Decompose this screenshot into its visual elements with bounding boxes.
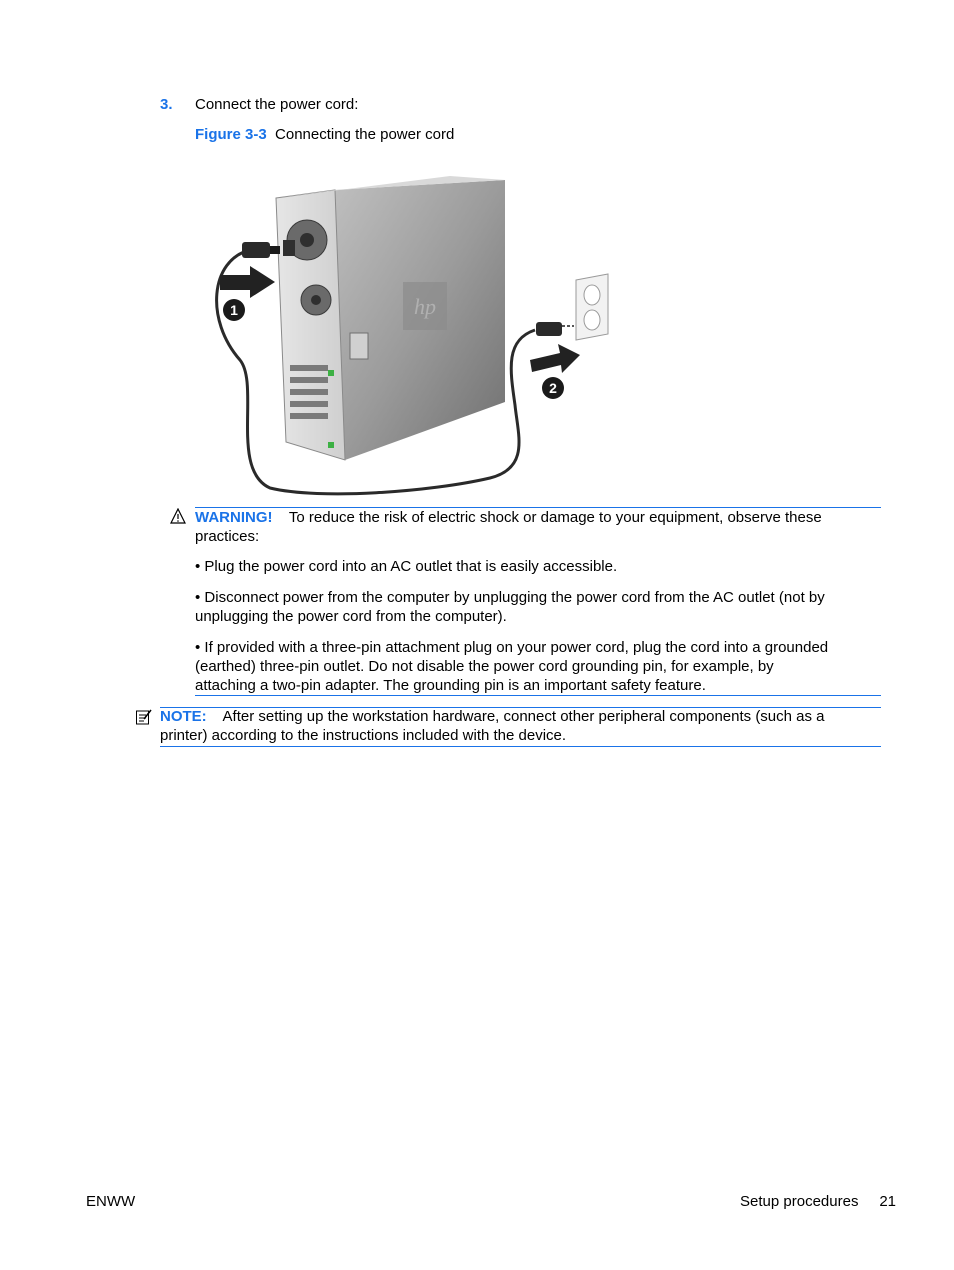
- note-bottom-rule: [160, 746, 881, 747]
- warning-intro: WARNING! To reduce the risk of electric shock or damage to your equipment, observe these practices:: [195, 509, 822, 545]
- footer-right: [740, 1193, 896, 1210]
- note-icon: [135, 708, 153, 730]
- figure-label: Figure 3-3: [195, 126, 267, 143]
- callout-1-number: 1: [230, 302, 238, 318]
- warning-bullet-1: • Plug the power cord into an AC outlet that is easily accessible.: [195, 558, 618, 575]
- step-text: Connect the power cord:: [195, 96, 359, 113]
- outlet-plug: [536, 322, 562, 336]
- callout-2-number: 2: [549, 380, 557, 396]
- hp-logo: hp: [414, 294, 436, 319]
- step-number: 3.: [160, 96, 173, 113]
- note-text: NOTE: After setting up the workstation hardware, connect other peripheral components (such as a printer) according to the instructions included with the device.: [160, 708, 825, 744]
- warning-icon: [170, 508, 186, 528]
- arrow-1-icon: [220, 266, 275, 298]
- workstation-tower: [276, 176, 505, 460]
- warning-bottom-rule: [195, 695, 881, 696]
- page-number: 21: [879, 1193, 896, 1210]
- footer-left: ENWW: [86, 1193, 136, 1210]
- warning-bullet-3: • If provided with a three-pin attachment plug on your power cord, plug the cord into a grounded (earthed) three-pin outlet. Do not disable the power cord grounding pin, for example, by attaching a two-pin adapter. The grounding pin is an important safety feature.: [195, 639, 829, 694]
- computer-plug: [242, 242, 270, 258]
- footer-section: Setup procedures: [740, 1193, 859, 1210]
- arrow-2-icon: [530, 344, 580, 373]
- warning-bullet-2: • Disconnect power from the computer by unplugging the power cord from the AC outlet (not by unplugging the power cord from the computer).: [195, 589, 825, 625]
- note-label: NOTE:: [160, 708, 207, 725]
- figure-caption-text: Connecting the power cord: [275, 126, 455, 143]
- warning-label: WARNING!: [195, 509, 273, 526]
- wall-outlet: [576, 274, 608, 340]
- power-cord-illustration: [200, 170, 620, 500]
- figure-caption: [195, 126, 454, 143]
